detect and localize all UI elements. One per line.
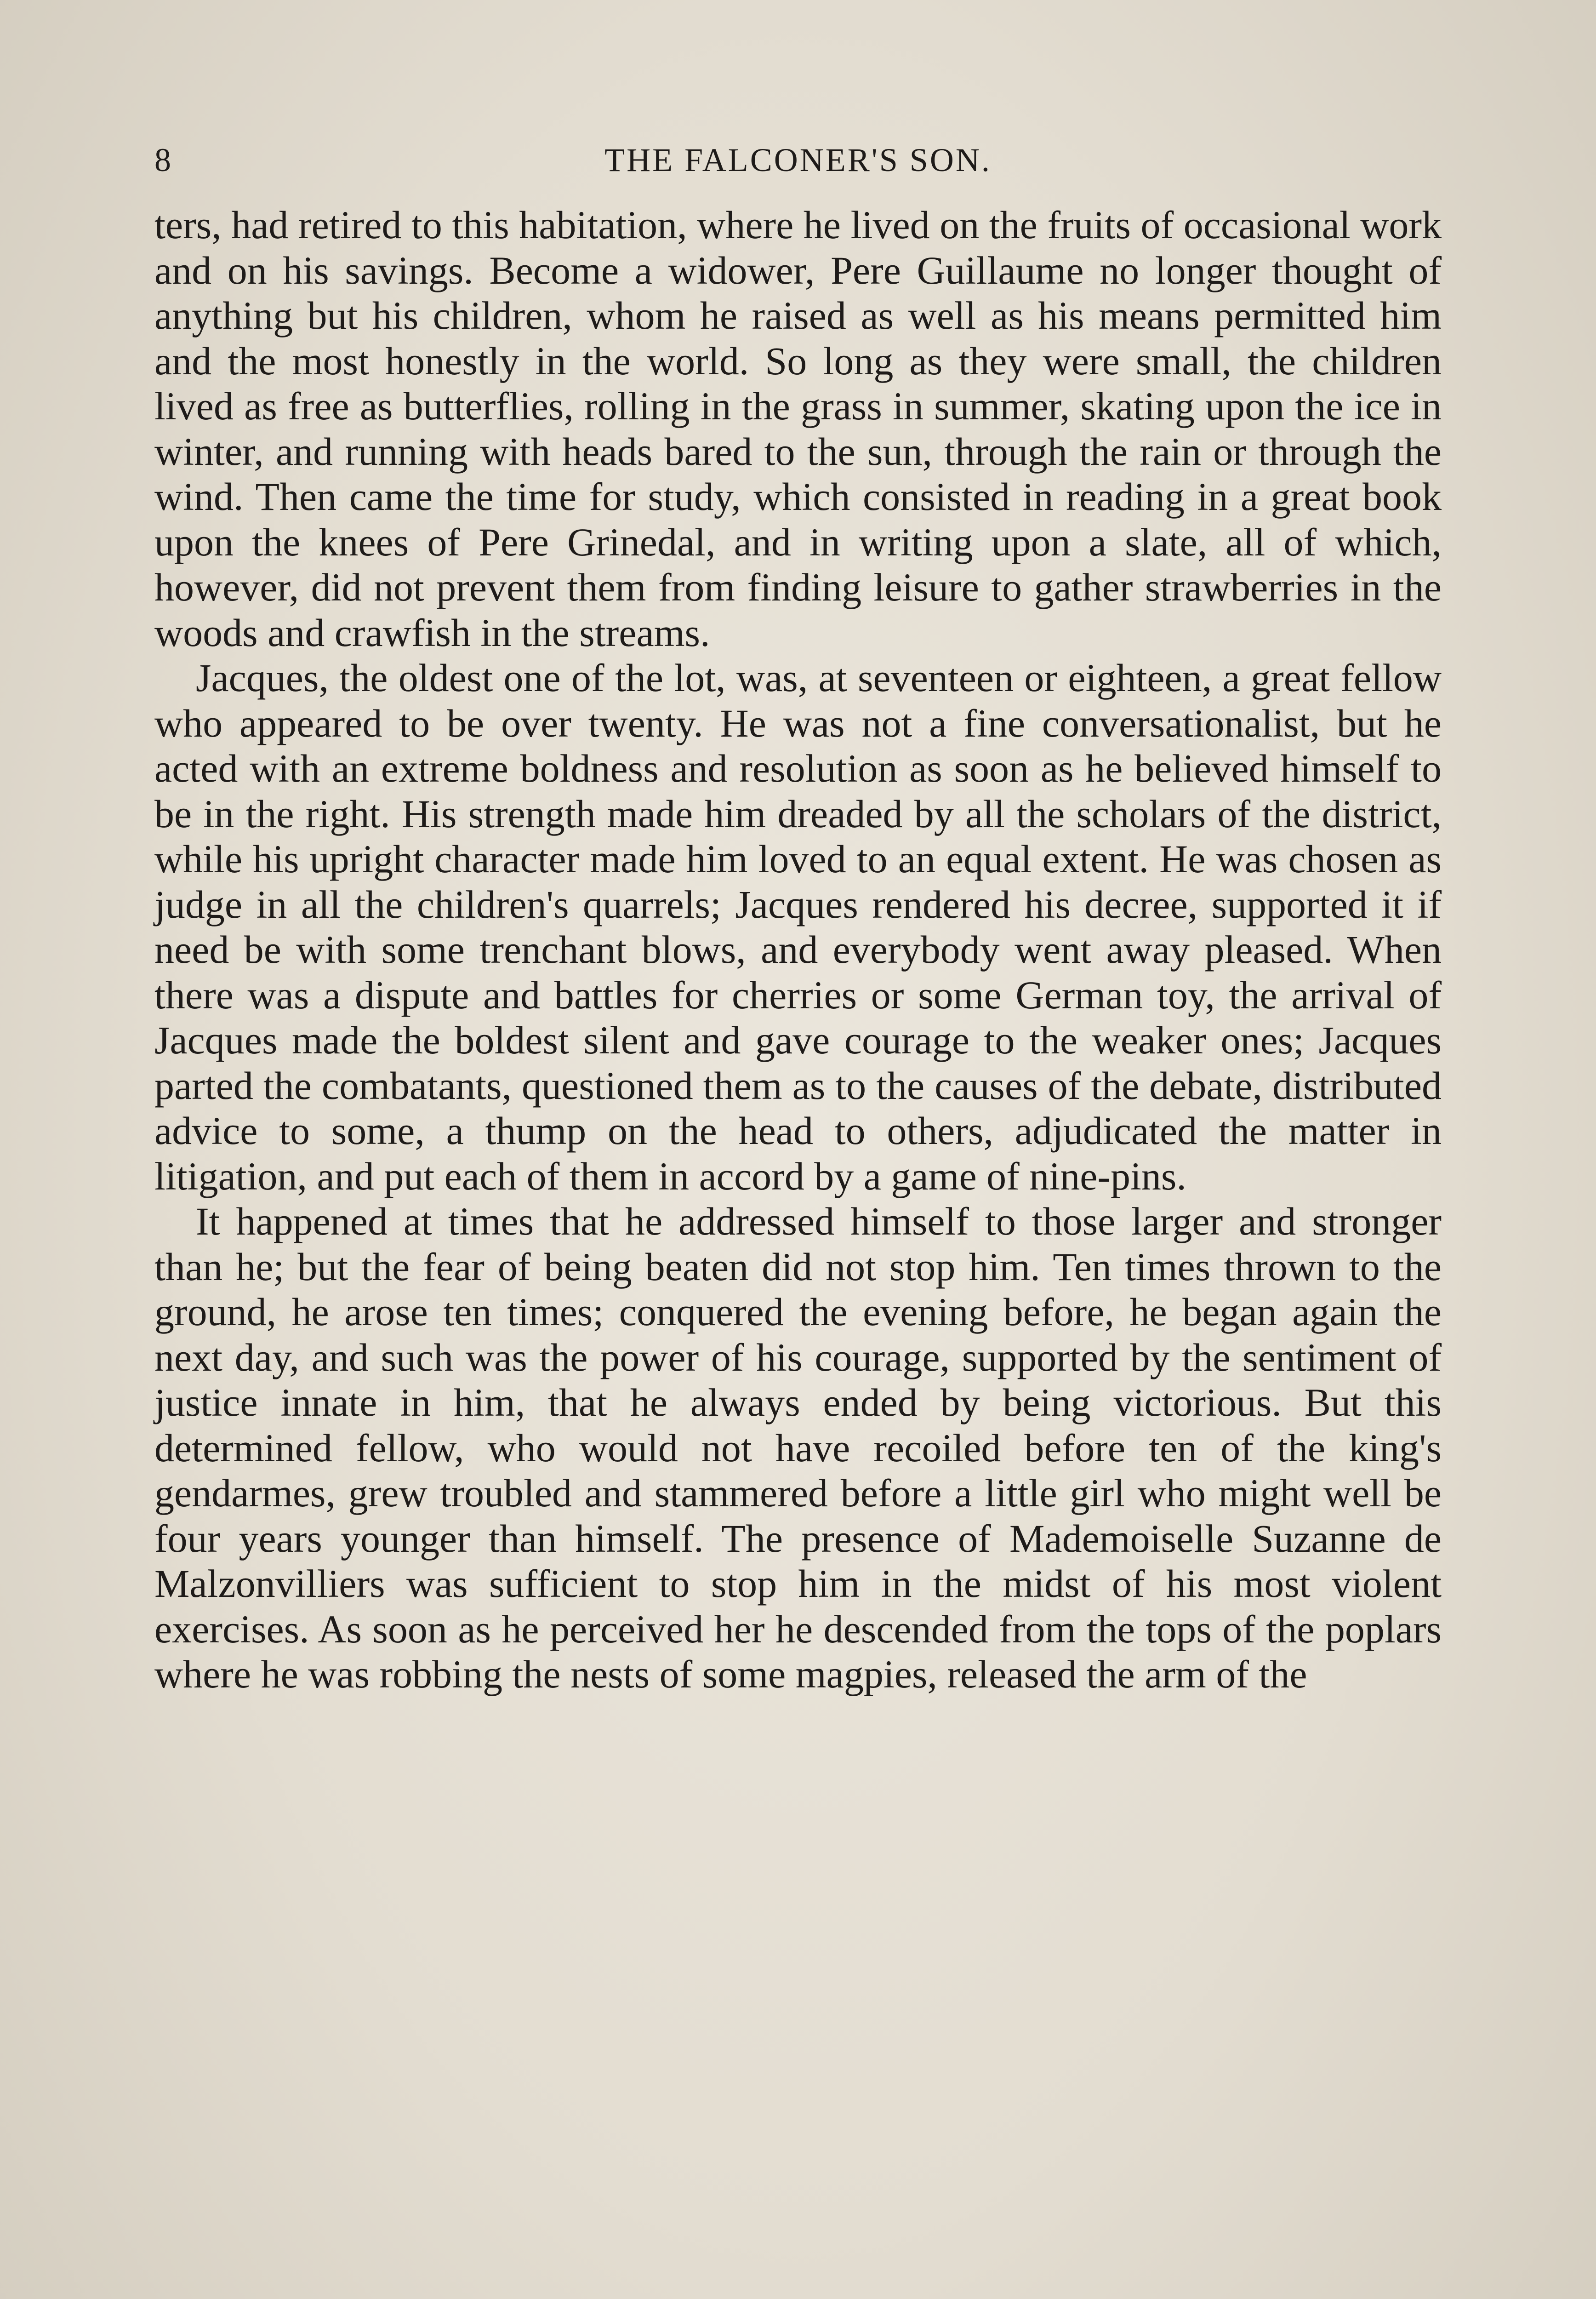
page-number: 8 [154,142,173,178]
body-text [154,202,1442,1697]
paragraph-2: Jacques, the oldest one of the lot, was, at seventeen or eighteen, a great fellow who appeared to be over twenty. He was not a fine conversationalist, but he acted with an extreme boldness and resolution as soon as he believed himself to be in the right. His strength made him dreaded by all the scholars of the district, while his upright character made him loved to an equal extent. He was chosen as judge in all the children's quarrels; Jacques rendered his decree, supported it if need be with some trenchant blows, and everybody went away pleased. When there was a dispute and battles for cherries or some German toy, the arrival of Jacques made the boldest silent and gave courage to the weaker ones; Jacques parted the combatants, questioned them as to the causes of the debate, distributed advice to some, a thump on the head to others, adjudicated the matter in litigation, and put each of them in accord by a game of nine-pins. [154,656,1442,1198]
page-text-block [154,138,1442,1697]
running-title: THE FALCONER'S SON. [604,142,992,178]
paragraph-3: It happened at times that he addressed himself to those larger and stronger than he; but the fear of being beaten did not stop him. Ten times thrown to the ground, he arose ten times; conquered the evening before, he began again the next day, and such was the power of his courage, supported by the sentiment of justice innate in him, that he always ended by being victorious. But this determined fellow, who would not have recoiled before ten of the king's gendarmes, grew troubled and stammered before a little girl who might well be four years younger than himself. The presence of Mademoiselle Suzanne de Malzonvilliers was sufficient to stop him in the midst of his most violent exercises. As soon as he perceived her he descended from the tops of the poplars where he was robbing the nests of some magpies, released the arm of the [154,1199,1442,1696]
running-head [154,138,1442,182]
paragraph-1: ters, had retired to this habitation, where he lived on the fruits of occasional work and on his savings. Become a widower, Pere Guillaume no longer thought of anything but his children, whom he raised as well as his means permitted him and the most honestly in the world. So long as they were small, the children lived as free as butterflies, rolling in the grass in summer, skating upon the ice in winter, and running with heads bared to the sun, through the rain or through the wind. Then came the time for study, which consisted in reading in a great book upon the knees of Pere Grinedal, and in writing upon a slate, all of which, however, did not prevent them from finding leisure to gather strawberries in the woods and crawfish in the streams. [154,203,1442,655]
